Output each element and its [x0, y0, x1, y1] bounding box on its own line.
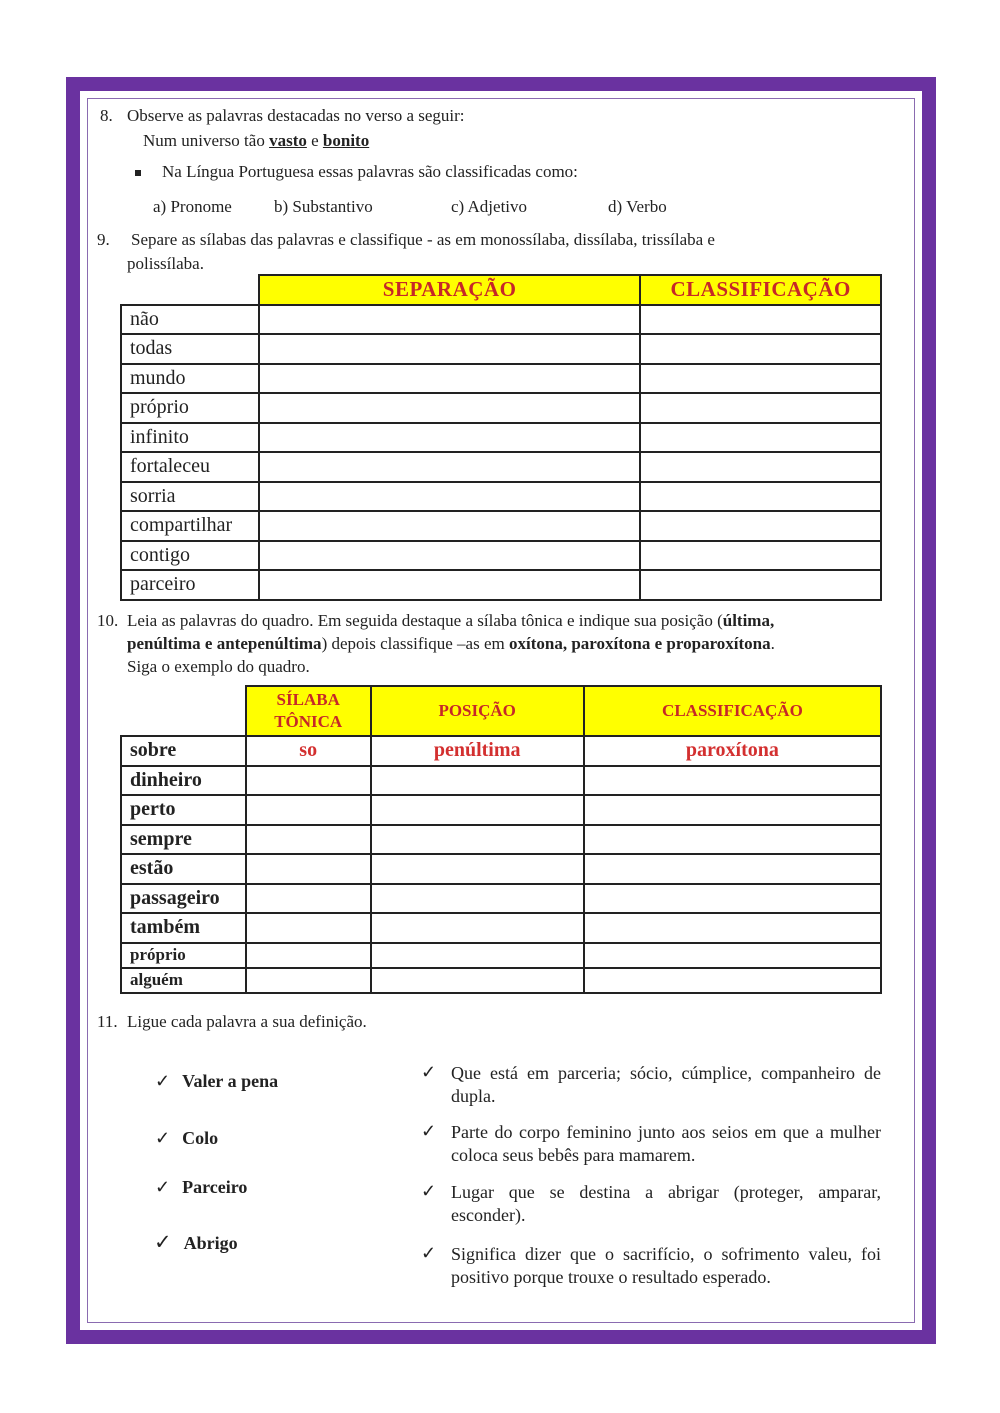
- q10-example-row: [121, 736, 881, 766]
- q10-number: 10.: [97, 611, 119, 630]
- q9-header-blank: [121, 275, 259, 305]
- q10-classification-cell[interactable]: [584, 825, 881, 855]
- q9-separation-cell[interactable]: [259, 364, 641, 394]
- q10-position-cell[interactable]: [371, 825, 584, 855]
- q10-line1-bold: última,: [722, 611, 775, 630]
- table-row: [121, 854, 881, 884]
- q11-word: Abrigo: [183, 1233, 238, 1253]
- q9-separation-cell[interactable]: [259, 570, 641, 600]
- table-row: [121, 570, 881, 600]
- q10-position-cell[interactable]: [371, 943, 584, 968]
- q10-position-cell[interactable]: [371, 884, 584, 914]
- q9-separation-cell[interactable]: [259, 305, 641, 335]
- q9-word: mundo: [121, 364, 259, 394]
- q9-separation-cell[interactable]: [259, 511, 641, 541]
- checkmark-icon: ✓: [155, 1177, 171, 1197]
- q10-word: sempre: [121, 825, 246, 855]
- q9-classification-cell[interactable]: [640, 452, 881, 482]
- q11-definition: Significa dizer que o sacrifício, o sofrimento valeu, foi positivo porque trouxe o resultado esperado.: [451, 1244, 881, 1287]
- q9-word: parceiro: [121, 570, 259, 600]
- q9-classification-cell[interactable]: [640, 511, 881, 541]
- table-row: [121, 913, 881, 943]
- checkmark-icon: ✓: [155, 1128, 171, 1148]
- q8-word-bonito: bonito: [322, 131, 370, 150]
- q9-table: [120, 274, 882, 601]
- q10-line1: [127, 611, 774, 631]
- q10-line2-mid: ) depois classifique –as em: [321, 634, 509, 653]
- q10-position-cell[interactable]: [371, 795, 584, 825]
- table-row: [121, 334, 881, 364]
- q10-line2-end: .: [770, 634, 775, 653]
- q8-number: 8.: [100, 106, 113, 125]
- q10-word: alguém: [121, 968, 246, 993]
- q10-word: perto: [121, 795, 246, 825]
- q10-position-cell[interactable]: [371, 968, 584, 993]
- q9-header-row: [121, 275, 881, 305]
- q8-verse-start: Num universo tão: [143, 131, 270, 150]
- q10-example-word: sobre: [121, 736, 246, 766]
- q10-syllable-cell[interactable]: [246, 884, 371, 914]
- q9-prompt-line1: Separe as sílabas das palavras e classifique - as em monossílaba, dissílaba, trissílaba e: [131, 230, 715, 249]
- q9-word: compartilhar: [121, 511, 259, 541]
- q9-header-classificacao: CLASSIFICAÇÃO: [640, 275, 881, 305]
- table-row: [121, 884, 881, 914]
- q10-header-blank: [121, 686, 246, 736]
- q10-classification-cell[interactable]: [584, 795, 881, 825]
- q9-separation-cell[interactable]: [259, 423, 641, 453]
- q10-header-posicao: POSIÇÃO: [371, 686, 584, 736]
- q9-word: contigo: [121, 541, 259, 571]
- q10-word: próprio: [121, 943, 246, 968]
- q10-syllable-cell[interactable]: [246, 825, 371, 855]
- checkmark-icon: ✓: [421, 1121, 437, 1141]
- q11-word-item[interactable]: [154, 1230, 238, 1255]
- q10-word: dinheiro: [121, 766, 246, 796]
- q10-syllable-cell[interactable]: [246, 795, 371, 825]
- q8-prompt: Observe as palavras destacadas no verso a seguir:: [127, 106, 465, 125]
- q8-option-c[interactable]: c) Adjetivo: [451, 197, 528, 216]
- q9-classification-cell[interactable]: [640, 541, 881, 571]
- table-row: [121, 968, 881, 993]
- q10-syllable-cell[interactable]: [246, 968, 371, 993]
- q10-line2: [127, 634, 775, 654]
- q10-word: estão: [121, 854, 246, 884]
- q11-word-item[interactable]: [155, 1128, 218, 1149]
- q9-classification-cell[interactable]: [640, 423, 881, 453]
- q9-classification-cell[interactable]: [640, 305, 881, 335]
- q9-word: não: [121, 305, 259, 335]
- checkmark-icon: ✓: [421, 1243, 437, 1263]
- table-row: [121, 825, 881, 855]
- q10-classification-cell[interactable]: [584, 968, 881, 993]
- q10-header-classificacao: CLASSIFICAÇÃO: [584, 686, 881, 736]
- q11-word: Colo: [182, 1128, 219, 1148]
- table-row: [121, 943, 881, 968]
- q11-definition: Que está em parceria; sócio, cúmplice, companheiro de dupla.: [451, 1063, 881, 1106]
- q10-word: também: [121, 913, 246, 943]
- q10-syllable-cell[interactable]: [246, 913, 371, 943]
- q9-word: próprio: [121, 393, 259, 423]
- table-row: [121, 305, 881, 335]
- q9-classification-cell[interactable]: [640, 334, 881, 364]
- table-row: [121, 393, 881, 423]
- q10-line1-text: Leia as palavras do quadro. Em seguida destaque a sílaba tônica e indique sua posição (: [127, 611, 723, 630]
- q8-verse-mid: e: [306, 131, 323, 150]
- q8-verse: [143, 131, 369, 151]
- q9-separation-cell[interactable]: [259, 452, 641, 482]
- q10-line2-bold2: oxítona, paroxítona e proparoxítona: [509, 634, 771, 653]
- q8-bullet-text: Na Língua Portuguesa essas palavras são classificadas como:: [162, 162, 578, 181]
- q10-word: passageiro: [121, 884, 246, 914]
- q8-option-a[interactable]: a) Pronome: [153, 197, 232, 216]
- q11-definition: Lugar que se destina a abrigar (proteger, amparar, esconder).: [451, 1182, 881, 1225]
- q8-option-b[interactable]: b) Substantivo: [274, 197, 373, 216]
- q10-syllable-cell[interactable]: [246, 943, 371, 968]
- q11-word: Valer a pena: [182, 1071, 279, 1091]
- q9-separation-cell[interactable]: [259, 482, 641, 512]
- q9-classification-cell[interactable]: [640, 364, 881, 394]
- q11-word-item[interactable]: [155, 1177, 247, 1198]
- q10-example-syllable: so: [246, 736, 371, 766]
- q8-option-d[interactable]: d) Verbo: [608, 197, 667, 216]
- table-row: [121, 766, 881, 796]
- q10-line2-bold1: penúltima e antepenúltima: [127, 634, 322, 653]
- q11-word-item[interactable]: [155, 1071, 278, 1092]
- q10-syllable-cell[interactable]: [246, 854, 371, 884]
- q10-line3: Siga o exemplo do quadro.: [127, 657, 310, 676]
- q9-separation-cell[interactable]: [259, 393, 641, 423]
- table-row: [121, 511, 881, 541]
- q9-word: todas: [121, 334, 259, 364]
- q11-definition: Parte do corpo feminino junto aos seios em que a mulher coloca seus bebês para mamarem.: [451, 1122, 881, 1165]
- checkmark-icon: ✓: [421, 1062, 437, 1082]
- q9-number: 9.: [97, 230, 110, 249]
- q9-word: infinito: [121, 423, 259, 453]
- square-bullet-icon: [135, 170, 141, 176]
- q10-classification-cell[interactable]: [584, 854, 881, 884]
- q9-classification-cell[interactable]: [640, 482, 881, 512]
- table-row: [121, 482, 881, 512]
- q11-prompt: Ligue cada palavra a sua definição.: [127, 1012, 367, 1031]
- table-row: [121, 541, 881, 571]
- q10-header-row: [121, 686, 881, 736]
- q10-example-classification: paroxítona: [584, 736, 881, 766]
- q10-position-cell[interactable]: [371, 854, 584, 884]
- q8-word-vasto: vasto: [269, 131, 307, 150]
- q9-word: fortaleceu: [121, 452, 259, 482]
- q10-classification-cell[interactable]: [584, 943, 881, 968]
- q10-classification-cell[interactable]: [584, 913, 881, 943]
- q10-example-position: penúltima: [371, 736, 584, 766]
- checkmark-icon: ✓: [154, 1230, 172, 1254]
- q11-word: Parceiro: [182, 1177, 248, 1197]
- q11-number: 11.: [97, 1012, 118, 1031]
- checkmark-icon: ✓: [155, 1071, 171, 1091]
- q10-syllable-cell[interactable]: [246, 766, 371, 796]
- q9-separation-cell[interactable]: [259, 541, 641, 571]
- q9-classification-cell[interactable]: [640, 570, 881, 600]
- q10-table: [120, 685, 882, 994]
- q10-position-cell[interactable]: [371, 913, 584, 943]
- checkmark-icon: ✓: [421, 1181, 437, 1201]
- q9-classification-cell[interactable]: [640, 393, 881, 423]
- q9-separation-cell[interactable]: [259, 334, 641, 364]
- q9-prompt-line2: polissílaba.: [127, 254, 204, 273]
- q9-word: sorria: [121, 482, 259, 512]
- table-row: [121, 364, 881, 394]
- table-row: [121, 423, 881, 453]
- table-row: [121, 795, 881, 825]
- table-row: [121, 452, 881, 482]
- q9-header-separacao: SEPARAÇÃO: [259, 275, 641, 305]
- q10-classification-cell[interactable]: [584, 884, 881, 914]
- q10-header-silaba: SÍLABA TÔNICA: [246, 686, 371, 736]
- q10-classification-cell[interactable]: [584, 766, 881, 796]
- q10-position-cell[interactable]: [371, 766, 584, 796]
